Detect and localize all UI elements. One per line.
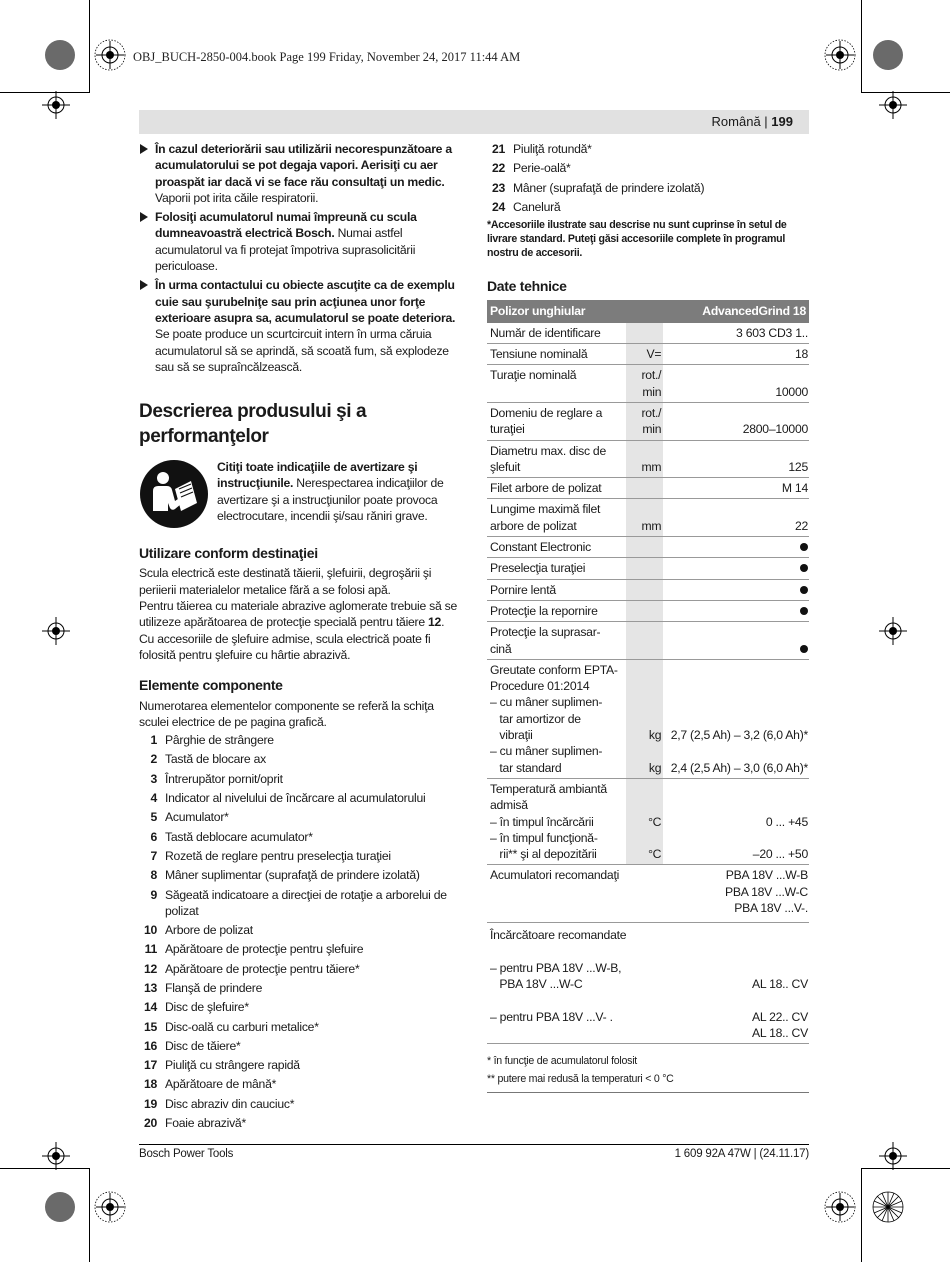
page-header <box>139 110 809 134</box>
footnote: ** putere mai redusă la temperaturi < 0 °C <box>487 1073 674 1086</box>
list-item <box>139 1019 461 1035</box>
row-label <box>487 402 626 440</box>
unit-line: min <box>642 422 662 437</box>
unit-line: °C <box>648 847 662 862</box>
list-item <box>139 887 461 920</box>
row-label: Protecţie la repornire <box>487 600 626 621</box>
label-line: – pentru PBA 18V ...V- . <box>490 1009 613 1024</box>
label-line: Domeniu de reglare a <box>490 405 603 420</box>
row-label <box>487 778 626 864</box>
row-value: 2800–10000 <box>663 402 809 440</box>
table-row <box>487 579 809 600</box>
item-label: Mâner suplimentar (suprafaţă de prindere izolată) <box>165 868 420 883</box>
item-label: Apărătoare de protecţie pentru şlefuire <box>165 942 364 957</box>
item-number: 13 <box>143 980 157 995</box>
label-line: tar amortizor de <box>499 711 581 726</box>
label-line: – cu mâner suplimen- <box>490 744 603 759</box>
item-label: Disc de tăiere* <box>165 1038 241 1053</box>
row-value: 22 <box>663 499 809 537</box>
table-end-rule <box>487 1092 809 1093</box>
table-row <box>487 440 809 478</box>
language-label: Română <box>711 114 761 129</box>
row-label: Pornire lentă <box>487 579 626 600</box>
item-number: 1 <box>150 733 157 748</box>
label-line: – în timpul încărcării <box>490 814 594 829</box>
row-value <box>663 600 809 621</box>
item-number: 21 <box>491 142 505 156</box>
value-line: AL 18.. CV <box>752 977 808 992</box>
list-item <box>487 199 809 215</box>
usage-paragraph <box>139 598 461 631</box>
table-footnotes <box>487 1052 809 1088</box>
footnote: * în funcţie de acumulatorul folosit <box>487 1055 637 1068</box>
row-label: Acumulatori recomandaţi <box>487 865 626 923</box>
row-label <box>487 923 663 1044</box>
label-line: tar standard <box>499 760 562 775</box>
right-column <box>487 141 809 1093</box>
row-value <box>663 778 809 864</box>
usage-paragraph: Cu accesoriile de şlefuire admise, scula electrică poate fi folosită pentru şlefuire cu hârtie abrazivă. <box>139 631 431 662</box>
list-item <box>139 751 461 767</box>
page-number: 199 <box>771 114 793 129</box>
value-line: PBA 18V ...W-C <box>725 884 808 899</box>
item-label: Flanşă de prindere <box>165 980 263 995</box>
row-unit <box>626 622 663 660</box>
label-line: admisă <box>490 798 528 813</box>
read-manual-icon <box>139 459 209 529</box>
item-label: Arbore de polizat <box>165 923 253 938</box>
item-number: 17 <box>143 1058 157 1073</box>
row-value <box>663 923 809 1044</box>
list-item <box>139 1076 461 1092</box>
feature-present-dot-icon <box>800 645 808 653</box>
table-row <box>487 923 809 1044</box>
usage-text: . <box>441 615 445 630</box>
table-row <box>487 558 809 579</box>
label-line: – în timpul funcţionă- <box>490 830 598 845</box>
warning-text: Nerespectarea indicaţiilor de avertizare şi a instrucţiunilor poate provoca electrocutare, incendii şi/sau răniri grave. <box>217 476 444 524</box>
item-label: Pârghie de strângere <box>165 733 274 748</box>
feature-present-dot-icon <box>800 543 808 551</box>
item-label: Mâner (suprafaţă de prindere izolată) <box>513 180 705 195</box>
item-label: Indicator al nivelului de încărcare al acumulatorului <box>165 791 426 806</box>
row-unit <box>626 478 663 499</box>
safety-text: Se poate produce un scurtcircuit intern în urma căruia acumulatorul să se aprindă, să scoată fum, să explodeze sau să se supraîncălzească. <box>155 327 449 374</box>
row-value <box>663 579 809 600</box>
label-line: Temperatură ambiantă <box>490 781 607 796</box>
list-item <box>139 1038 461 1054</box>
list-item <box>139 999 461 1015</box>
list-item <box>139 961 461 977</box>
tech-data-table <box>487 300 809 1044</box>
unit-line: min <box>642 384 662 399</box>
list-item <box>139 809 461 825</box>
row-unit <box>626 778 663 864</box>
safety-bold-text: În urma contactului cu obiecte ascuţite ca de exemplu cuie sau şurubelniţe sau prin acţiunea unor forţe exterioare asupra sa, acumulatorul se poate deteriora. <box>155 278 456 325</box>
row-unit <box>626 558 663 579</box>
item-label: Perie-oală* <box>513 161 571 176</box>
row-label: Tensiune nominală <box>487 344 626 365</box>
row-unit <box>626 659 663 778</box>
row-label: Număr de identificare <box>487 323 626 344</box>
row-unit <box>626 537 663 558</box>
row-unit <box>626 323 663 344</box>
item-label: Săgeată indicatoare a direcţiei de rotaţie a arborelui de polizat <box>165 887 447 918</box>
safety-bold-text: În cazul deteriorării sau utilizării necorespunzătoare a acumulatorului se pot degaja vapori. Aerisiţi cu aer proaspăt iar dacă vi se face rău consultaţi un medic. <box>155 142 452 189</box>
list-item <box>139 732 461 748</box>
row-label <box>487 622 626 660</box>
value-line: 2,7 (2,5 Ah) – 3,2 (6,0 Ah)* <box>670 728 808 743</box>
item-label: Acumulator* <box>165 810 229 825</box>
warning-bold-text: Citiţi toate indicaţiile de avertizare şi instrucţiunile. <box>217 460 418 491</box>
row-value: 18 <box>663 344 809 365</box>
item-number: 6 <box>150 829 157 844</box>
row-value: 3 603 CD3 1.. <box>663 323 809 344</box>
list-item <box>139 1096 461 1112</box>
feature-present-dot-icon <box>800 586 808 594</box>
row-value <box>626 865 809 923</box>
components-list <box>139 732 461 1131</box>
item-number: 22 <box>491 161 505 176</box>
label-line: Încărcătoare recomandate <box>490 928 627 943</box>
row-value <box>663 537 809 558</box>
row-label <box>487 659 626 778</box>
item-number: 23 <box>491 180 505 195</box>
components-list-continued <box>487 141 809 215</box>
value-line: 2,4 (2,5 Ah) – 3,0 (6,0 Ah)* <box>670 760 808 775</box>
item-number: 7 <box>150 848 157 863</box>
table-row <box>487 344 809 365</box>
label-line: cină <box>490 641 512 656</box>
table-row <box>487 323 809 344</box>
row-label: Turaţie nominală <box>487 365 626 403</box>
row-unit <box>626 579 663 600</box>
item-number: 19 <box>143 1096 157 1111</box>
unit-line: rot./ <box>641 405 662 420</box>
table-row <box>487 659 809 778</box>
item-number: 5 <box>150 810 157 825</box>
row-value: 125 <box>663 440 809 478</box>
item-number: 11 <box>144 942 157 957</box>
row-value: M 14 <box>663 478 809 499</box>
item-number: 3 <box>150 771 157 786</box>
list-item <box>139 771 461 787</box>
item-label: Tastă deblocare acumulator* <box>165 829 313 844</box>
table-row <box>487 778 809 864</box>
label-line: Protecţie la suprasar- <box>490 625 601 640</box>
bullet-triangle-icon <box>140 280 148 290</box>
safety-bullet <box>139 277 461 375</box>
bullet-triangle-icon <box>140 144 148 154</box>
table-row <box>487 365 809 403</box>
book-metadata-line: OBJ_BUCH-2850-004.book Page 199 Friday, November 24, 2017 11:44 AM <box>133 50 521 64</box>
list-item <box>139 1115 461 1131</box>
row-value <box>663 622 809 660</box>
list-item <box>139 1057 461 1073</box>
row-value <box>663 558 809 579</box>
item-number: 12 <box>143 961 157 976</box>
item-label: Disc abraziv din cauciuc* <box>165 1096 295 1111</box>
row-value: 10000 <box>663 365 809 403</box>
item-number: 20 <box>143 1116 157 1131</box>
row-label: Filet arbore de polizat <box>487 478 626 499</box>
table-header-right: AdvancedGrind 18 <box>663 300 809 322</box>
footer-rule <box>139 1144 809 1145</box>
language-page-label: Română | 199 <box>711 114 793 129</box>
item-number: 24 <box>491 199 505 214</box>
list-item <box>487 141 809 157</box>
item-number: 16 <box>143 1038 157 1053</box>
row-unit: V= <box>626 344 663 365</box>
item-label: Disc de şlefuire* <box>165 1000 249 1015</box>
label-line: – cu mâner suplimen- <box>490 695 603 710</box>
label-line: Diametru max. disc de <box>490 443 606 458</box>
part-reference: 12 <box>428 615 442 630</box>
usage-paragraph: Scula electrică este destinată tăierii, şlefuirii, degroşării şi periierii materialelor metalice fără a se folosi apă. <box>139 566 432 597</box>
footer-docnumber: 1 609 92A 47W | (24.11.17) <box>674 1148 809 1160</box>
item-label: Piuliţă rotundă* <box>513 142 592 156</box>
item-number: 8 <box>150 868 157 883</box>
value-line: AL 18.. CV <box>752 1026 808 1041</box>
list-item <box>139 790 461 806</box>
table-row <box>487 402 809 440</box>
row-unit <box>626 600 663 621</box>
usage-heading: Utilizare conform destinaţiei <box>139 545 318 562</box>
safety-text: Vaporii pot irita căile respiratorii. <box>155 190 319 205</box>
row-value <box>663 659 809 778</box>
unit-line: rot./ <box>641 368 662 383</box>
feature-present-dot-icon <box>800 607 808 615</box>
list-item <box>139 848 461 864</box>
item-number: 10 <box>143 923 157 938</box>
row-unit <box>626 365 663 403</box>
item-number: 14 <box>143 1000 157 1015</box>
item-label: Apărătoare de protecţie pentru tăiere* <box>165 961 360 976</box>
table-row <box>487 537 809 558</box>
unit-line: kg <box>648 728 662 743</box>
label-line: turaţiei <box>490 422 525 437</box>
value-line: AL 22.. CV <box>752 1009 808 1024</box>
table-header-row <box>487 300 809 322</box>
value-line: PBA 18V ...W-B <box>725 868 808 883</box>
item-label: Foaie abrazivă* <box>165 1116 246 1131</box>
value-line: 0 ... +45 <box>765 814 808 829</box>
accessories-note: *Accesoriile ilustrate sau descrise nu sunt cuprinse în setul de livrare standard. Puteţi găsi accesoriile complete în programul nostru de accesorii. <box>487 219 787 260</box>
table-header-left: Polizor unghiular <box>487 300 663 322</box>
row-label <box>487 440 626 478</box>
row-label <box>487 499 626 537</box>
bullet-triangle-icon <box>140 212 148 222</box>
unit-line: kg <box>648 760 662 775</box>
label-line: rii** şi al depozitării <box>499 847 597 862</box>
label-line: şlefuit <box>490 459 521 474</box>
item-number: 9 <box>150 887 157 902</box>
item-label: Rozetă de reglare pentru preselecţia turaţiei <box>165 848 391 863</box>
row-unit <box>626 402 663 440</box>
components-intro: Numerotarea elementelor componente se referă la schiţa sculei electrice de pe pagina grafică. <box>139 698 434 729</box>
usage-text: Pentru tăierea cu materiale abrazive aglomerate trebuie să se utilizeze apărătoarea de protecţie specială pentru tăiere <box>139 599 458 630</box>
label-line: – pentru PBA 18V ...W-B, <box>490 960 622 975</box>
components-heading: Elemente componente <box>139 677 283 694</box>
read-instructions-warning <box>139 459 461 531</box>
list-item <box>139 980 461 996</box>
table-row <box>487 622 809 660</box>
item-number: 2 <box>150 752 157 767</box>
safety-bullet <box>139 209 461 274</box>
row-unit: mm <box>626 499 663 537</box>
item-label: Disc-oală cu carburi metalice* <box>165 1019 319 1034</box>
label-line: Procedure 01:2014 <box>490 679 590 694</box>
safety-bullet <box>139 141 461 206</box>
table-row <box>487 865 809 923</box>
item-number: 18 <box>143 1077 157 1092</box>
label-line: arbore de polizat <box>490 518 577 533</box>
label-line: vibraţii <box>499 728 533 743</box>
list-item <box>139 867 461 883</box>
item-label: Apărătoare de mână* <box>165 1077 277 1092</box>
item-number: 4 <box>150 791 157 806</box>
table-row <box>487 478 809 499</box>
tech-data-heading: Date tehnice <box>487 278 567 295</box>
safety-bold-text: Folosiţi acumulatorul numai împreună cu scula dumneavoastră electrică Bosch. <box>155 210 417 241</box>
list-item <box>139 941 461 957</box>
row-label: Preselecţia turaţiei <box>487 558 626 579</box>
table-row <box>487 499 809 537</box>
value-line: –20 ... +50 <box>752 847 808 862</box>
row-label: Constant Electronic <box>487 537 626 558</box>
unit-line: °C <box>648 814 662 829</box>
list-item <box>139 922 461 938</box>
list-item <box>487 180 809 196</box>
item-label: Canelură <box>513 199 561 214</box>
feature-present-dot-icon <box>800 564 808 572</box>
footer-brand: Bosch Power Tools <box>139 1148 234 1160</box>
section-title: Descrierea produsului şi a performanţelor <box>139 401 367 448</box>
list-item <box>487 160 809 176</box>
value-line: PBA 18V ...V-. <box>734 900 808 915</box>
label-line: PBA 18V ...W-C <box>499 977 583 992</box>
left-column <box>139 141 461 1134</box>
safety-text: Numai astfel acumulatorul va fi protejat împotriva suprasolicitării periculoase. <box>155 226 416 274</box>
label-line: Greutate conform EPTA- <box>490 662 618 677</box>
item-number: 15 <box>143 1019 157 1034</box>
item-label: Tastă de blocare ax <box>165 752 266 767</box>
label-line: Lungime maximă filet <box>490 502 601 517</box>
item-label: Întrerupător pornit/oprit <box>165 771 283 786</box>
item-label: Piuliţă cu strângere rapidă <box>165 1058 300 1073</box>
table-row <box>487 600 809 621</box>
row-unit: mm <box>626 440 663 478</box>
list-item <box>139 829 461 845</box>
